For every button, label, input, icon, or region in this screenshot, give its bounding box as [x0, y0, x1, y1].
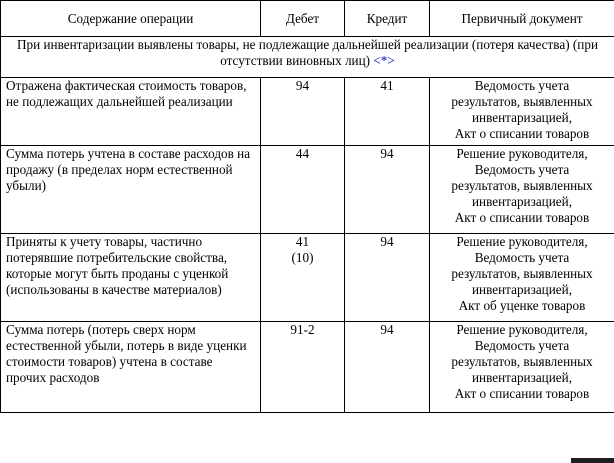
row-document-line: инвентаризацией,	[472, 194, 572, 209]
row-debit	[261, 234, 345, 322]
row-debit-extra: (10)	[291, 250, 314, 265]
header-description: Содержание операции	[1, 1, 261, 37]
section-title: При инвентаризации выявлены товары, не подлежащие дальнейшей реализации (потеря качества) (при отсутствии виновных лиц)	[17, 37, 598, 68]
row-document	[430, 322, 614, 413]
scrollbar-fragment[interactable]	[571, 458, 614, 463]
row-document-line: результатов, выявленных	[451, 266, 593, 281]
row-description: Отражена фактическая стоимость товаров, не подлежащих дальнейшей реализации	[1, 78, 261, 146]
table-row	[1, 146, 614, 234]
row-document-line: Акт о списании товаров	[454, 386, 590, 401]
row-debit-value: 44	[295, 146, 310, 161]
row-document-line: результатов, выявленных	[451, 354, 593, 369]
row-debit	[261, 78, 345, 146]
row-document-line: инвентаризацией,	[472, 110, 572, 125]
row-document-line: Ведомость учета	[474, 250, 570, 265]
row-debit	[261, 146, 345, 234]
row-document-line: Решение руководителя,	[456, 146, 588, 161]
row-document-line: инвентаризацией,	[472, 282, 572, 297]
header-document: Первичный документ	[430, 1, 614, 37]
row-document-line: Акт об уценке товаров	[458, 298, 586, 313]
row-description: Сумма потерь учтена в составе расходов на продажу (в пределах норм естественной убыли)	[1, 146, 261, 234]
row-document-line: Ведомость учета	[474, 78, 570, 93]
table-header-row	[1, 1, 614, 37]
row-debit	[261, 322, 345, 413]
header-debit: Дебет	[261, 1, 345, 37]
row-document	[430, 234, 614, 322]
row-document	[430, 78, 614, 146]
row-description: Сумма потерь (потерь сверх норм естественной убыли, потерь в виде уценки стоимости товаров) учтена в составе прочих расходов	[1, 322, 261, 413]
header-credit: Кредит	[345, 1, 430, 37]
section-title-cell	[1, 37, 614, 78]
row-credit: 94	[345, 234, 430, 322]
row-document-line: Решение руководителя,	[456, 234, 588, 249]
row-debit-value: 91-2	[290, 322, 315, 337]
section-row	[1, 37, 614, 78]
footnote-link[interactable]: <*>	[373, 53, 395, 68]
row-credit: 94	[345, 146, 430, 234]
row-debit-value: 94	[295, 78, 310, 93]
row-document-line: инвентаризацией,	[472, 370, 572, 385]
row-document-line: результатов, выявленных	[451, 178, 593, 193]
row-description: Приняты к учету товары, частично потерявшие потребительские свойства, которые могут быть проданы с уценкой (использованы в качестве материалов)	[1, 234, 261, 322]
row-document-line: Акт о списании товаров	[454, 210, 590, 225]
table-row	[1, 78, 614, 146]
row-credit: 94	[345, 322, 430, 413]
row-document-line: Акт о списании товаров	[454, 126, 590, 141]
table-row	[1, 234, 614, 322]
row-document-line: Ведомость учета	[474, 338, 570, 353]
row-debit-value: 41	[295, 234, 310, 249]
table-row	[1, 322, 614, 413]
row-document-line: Ведомость учета	[474, 162, 570, 177]
row-document-line: Решение руководителя,	[456, 322, 588, 337]
row-document	[430, 146, 614, 234]
row-document-line: результатов, выявленных	[451, 94, 593, 109]
row-credit: 41	[345, 78, 430, 146]
